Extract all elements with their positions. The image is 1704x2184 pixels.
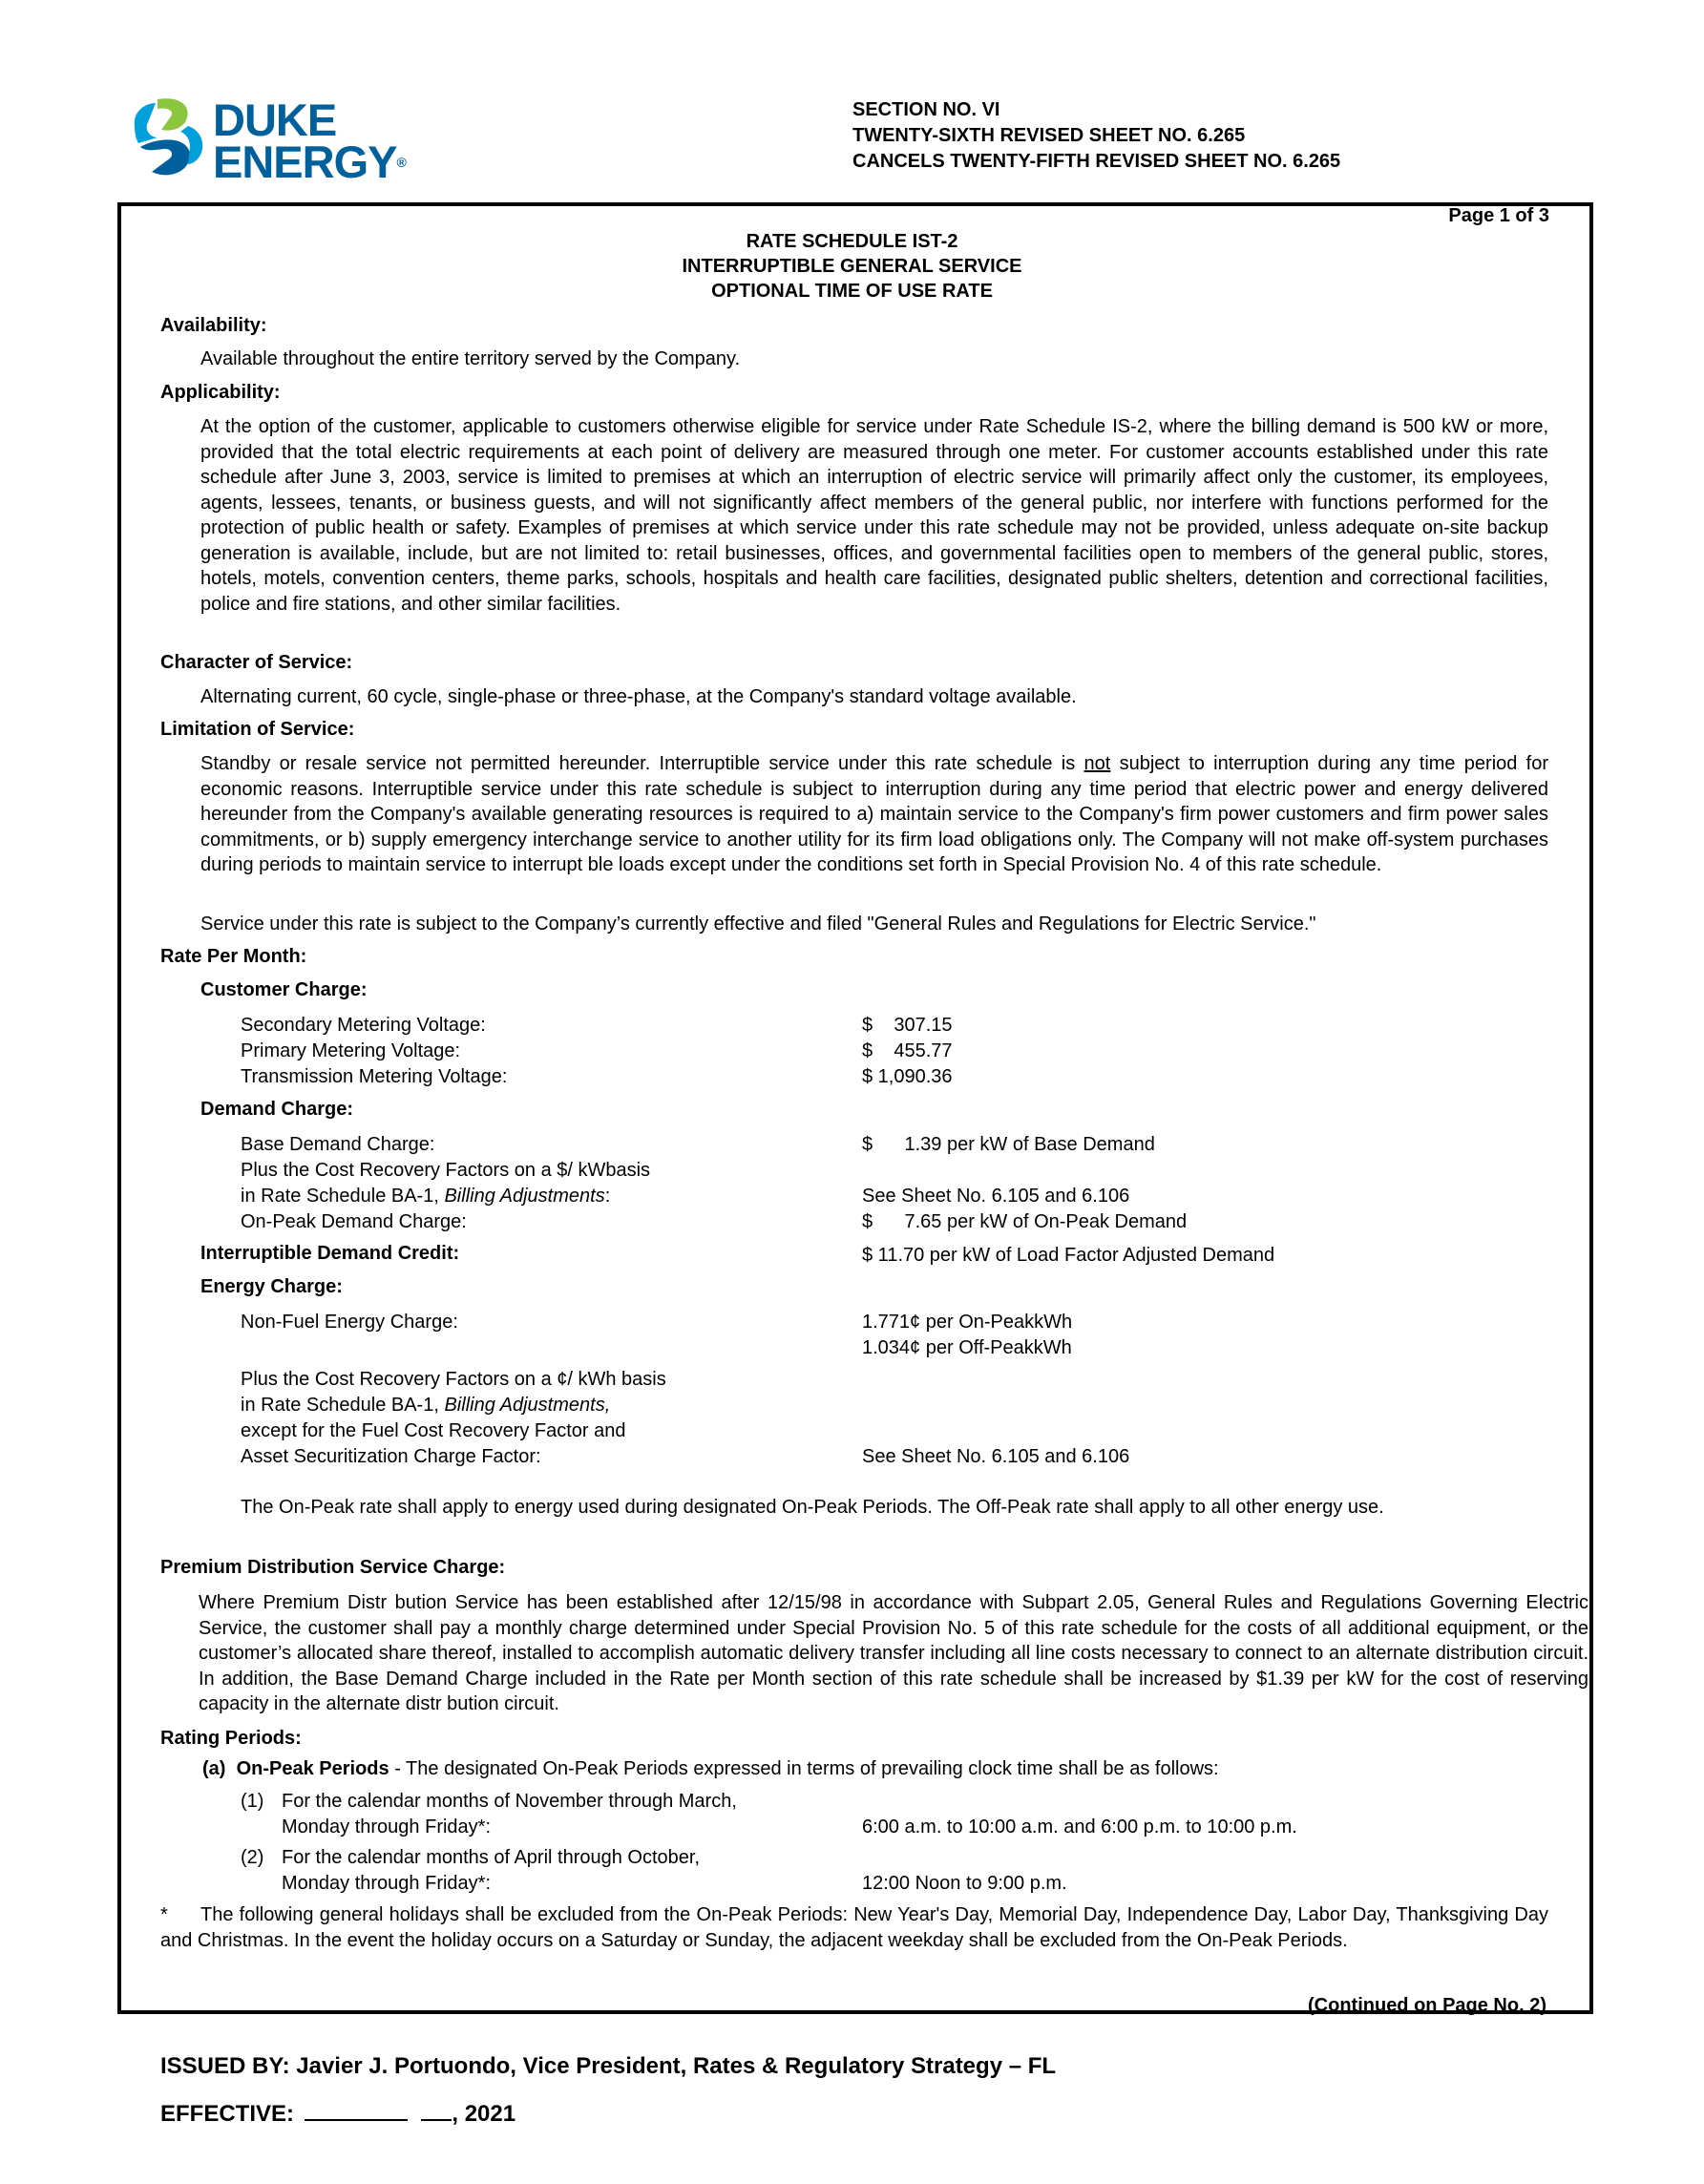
- demand-crf-value: See Sheet No. 6.105 and 6.106: [862, 1186, 1130, 1207]
- issued-by: ISSUED BY: Javier J. Portuondo, Vice President, Rates & Regulatory Strategy – FL: [160, 2053, 1057, 2079]
- effective-label: EFFECTIVE:: [160, 2101, 295, 2127]
- character-heading: Character of Service:: [160, 652, 353, 673]
- rating-item2-value: 12:00 Noon to 9:00 p.m.: [862, 1873, 1067, 1894]
- rate-schedule-title: [0, 229, 1704, 304]
- interruptible-credit-heading: Interruptible Demand Credit:: [200, 1243, 460, 1264]
- base-demand-value: $ 1.39 per kW of Base Demand: [862, 1134, 1155, 1155]
- energy-crf-line1: Plus the Cost Recovery Factors on a ¢/ kWh basis: [241, 1369, 666, 1390]
- rating-a-label: (a): [202, 1758, 226, 1779]
- applicability-heading: Applicability:: [160, 382, 281, 403]
- demand-crf-billing-adjustments: Billing Adjustments: [444, 1186, 605, 1207]
- duke-energy-logo: [129, 94, 415, 189]
- section-number: SECTION NO. VI: [852, 99, 1000, 120]
- customer-charge-transmission-value: $ 1,090.36: [862, 1066, 953, 1087]
- customer-charge-secondary-label: Secondary Metering Voltage:: [241, 1015, 486, 1036]
- energy-crf-line2-a: in Rate Schedule BA-1,: [241, 1395, 445, 1416]
- rating-item1-line2: Monday through Friday*:: [282, 1816, 492, 1838]
- rating-item1-num: (1): [241, 1791, 264, 1812]
- rating-item2-num: (2): [241, 1847, 264, 1868]
- continued-note: (Continued on Page No. 2): [1308, 1995, 1546, 2016]
- energy-note: The On-Peak rate shall apply to energy used during designated On-Peak Periods. The Off-Peak rate shall apply to all other energy use.: [241, 1497, 1384, 1518]
- page-number: Page 1 of 3: [1448, 205, 1549, 226]
- title-line1: RATE SCHEDULE IST-2: [746, 231, 958, 252]
- applicability-text: At the option of the customer, applicable to customers otherwise eligible for service under Rate Schedule IS-2, where the billing demand is 500 kW or more, provided that the total electric requirements at each point of delivery are measured through one meter. For customer accounts established under this rate schedule after June 3, 2003, service is limited to premises at which an interruption of electric service will primarily affect only the customer, its employees, agents, lessees, tenants, or business guests, and will not significantly affect members of the general public, nor interfere with functions performed for the protection of public health or safety. Examples of premises at which service under this rate schedule may not be provided, unless adequate on-site backup generation is available, include, but are not limited to: retail businesses, offices, and governmental facilities open to members of the general public, stores, hotels, motels, convention centers, theme parks, schools, hospitals and health care facilities, designated public shelters, detention and correctional facilities, police and fire stations, and other similar facilities.: [200, 416, 1548, 615]
- rating-item2-line2: Monday through Friday*:: [282, 1873, 492, 1894]
- limitation-text-b: subject to interruption during any time period for economic reasons. Interruptible service under this rate schedule is subject to interruption during any time period that electric power and energy delivered hereunder from the Company's available generating resources is required to a) maintain service to the Company's firm power customers and firm power sales commitments, or b) supply emergency interchange service to another utility for its firm load obligations only. The Company will not make off-system purchases during periods to maintain service to interrupt ble loads except under the conditions set forth in Special Provision No. 4 of this rate schedule.: [200, 753, 1548, 875]
- rating-a-text: - The designated On-Peak Periods expressed in terms of prevailing clock time shall be as follows:: [389, 1758, 1219, 1779]
- premium-text: Where Premium Distr bution Service has been established after 12/15/98 in accordance with Subpart 2.05, General Rules and Regulations Governing Electric Service, the customer shall pay a monthly charge determined under Special Provision No. 5 of this rate schedule for the costs of all additional equipment, or the customer’s allocated share thereof, installed to accomplish automatic delivery transfer including all line costs necessary to connect to an alternate distribution circuit. In addition, the Base Demand Charge included in the Rate per Month section of this rate schedule shall be increased by $1.39 per kW for the cost of reserving capacity in the alternate distr bution circuit.: [199, 1592, 1588, 1714]
- sheet-header: [852, 97, 1340, 175]
- onpeak-demand-value: $ 7.65 per kW of On-Peak Demand: [862, 1211, 1188, 1232]
- duke-energy-swirl-icon: [129, 94, 211, 179]
- character-text: Alternating current, 60 cycle, single-phase or three-phase, at the Company's standard voltage available.: [200, 686, 1077, 707]
- logo-reg-mark: ®: [396, 155, 407, 170]
- customer-charge-secondary-value: $ 307.15: [862, 1015, 953, 1036]
- energy-crf-line3: except for the Fuel Cost Recovery Factor and: [241, 1420, 626, 1441]
- rate-heading: Rate Per Month:: [160, 946, 307, 967]
- premium-heading: Premium Distribution Service Charge:: [160, 1557, 506, 1578]
- effective-line: [160, 2100, 515, 2128]
- title-line3: OPTIONAL TIME OF USE RATE: [711, 281, 993, 302]
- nonfuel-energy-label: Non-Fuel Energy Charge:: [241, 1312, 458, 1333]
- customer-charge-transmission-label: Transmission Metering Voltage:: [241, 1066, 508, 1087]
- demand-crf-line2-a: in Rate Schedule BA-1,: [241, 1186, 445, 1207]
- holiday-footnote: The following general holidays shall be excluded from the On-Peak Periods: New Year's Day, Memorial Day, Independence Day, Labor Day, Thanksgiving Day and Christmas. In the event the holiday occurs on a Saturday or Sunday, the adjacent weekday shall be excluded from the On-Peak Periods.: [160, 1904, 1548, 1951]
- demand-crf-line1: Plus the Cost Recovery Factors on a $/ kWbasis: [241, 1160, 651, 1181]
- energy-crf-billing-adjustments: Billing Adjustments,: [444, 1395, 611, 1416]
- footnote-mark: *: [160, 1904, 168, 1925]
- limitation-text2: Service under this rate is subject to the Company’s currently effective and filed "General Rules and Regulations for Electric Service.": [200, 914, 1316, 934]
- onpeak-energy-value: 1.771¢ per On-PeakkWh: [862, 1312, 1073, 1333]
- demand-crf-line2-b: :: [604, 1186, 611, 1207]
- customer-charge-heading: Customer Charge:: [200, 979, 368, 1000]
- effective-blank-2: [421, 2100, 452, 2121]
- energy-crf-line4: Asset Securitization Charge Factor:: [241, 1446, 541, 1467]
- effective-blank-1: [305, 2100, 408, 2121]
- energy-charge-heading: Energy Charge:: [200, 1276, 343, 1297]
- energy-crf-value: See Sheet No. 6.105 and 6.106: [862, 1446, 1130, 1467]
- limitation-not: not: [1083, 753, 1111, 774]
- effective-year: , 2021: [452, 2101, 516, 2127]
- limitation-text-a: Standby or resale service not permitted hereunder. Interruptible service under this rate schedule is: [200, 753, 1084, 774]
- revised-sheet: TWENTY-SIXTH REVISED SHEET NO. 6.265: [852, 125, 1246, 146]
- rating-item1-value: 6:00 a.m. to 10:00 a.m. and 6:00 p.m. to 10:00 p.m.: [862, 1816, 1297, 1838]
- onpeak-demand-label: On-Peak Demand Charge:: [241, 1211, 467, 1232]
- rating-a: [202, 1756, 1219, 1782]
- title-line2: INTERRUPTIBLE GENERAL SERVICE: [682, 256, 1022, 277]
- rating-a-bold: On-Peak Periods: [236, 1758, 389, 1779]
- interruptible-credit-value: $ 11.70 per kW of Load Factor Adjusted Demand: [862, 1245, 1275, 1266]
- offpeak-energy-value: 1.034¢ per Off-PeakkWh: [862, 1337, 1072, 1358]
- base-demand-label: Base Demand Charge:: [241, 1134, 435, 1155]
- availability-heading: Availability:: [160, 315, 267, 336]
- logo-line2: ENERGY: [213, 136, 397, 187]
- rating-item2-line1: For the calendar months of April through October,: [282, 1847, 701, 1868]
- rating-heading: Rating Periods:: [160, 1728, 302, 1749]
- cancels-sheet: CANCELS TWENTY-FIFTH REVISED SHEET NO. 6.265: [852, 151, 1341, 172]
- demand-charge-heading: Demand Charge:: [200, 1099, 354, 1120]
- customer-charge-primary-value: $ 455.77: [862, 1040, 953, 1061]
- limitation-text: [200, 751, 1548, 878]
- logo-wordmark: [213, 94, 407, 187]
- demand-crf-line2: [241, 1184, 610, 1209]
- energy-crf-line2: [241, 1393, 610, 1418]
- rating-item1-line1: For the calendar months of November through March,: [282, 1791, 737, 1812]
- customer-charge-primary-label: Primary Metering Voltage:: [241, 1040, 461, 1061]
- availability-text: Available throughout the entire territory served by the Company.: [200, 348, 741, 369]
- limitation-heading: Limitation of Service:: [160, 719, 355, 740]
- logo-line1: DUKE: [213, 94, 337, 145]
